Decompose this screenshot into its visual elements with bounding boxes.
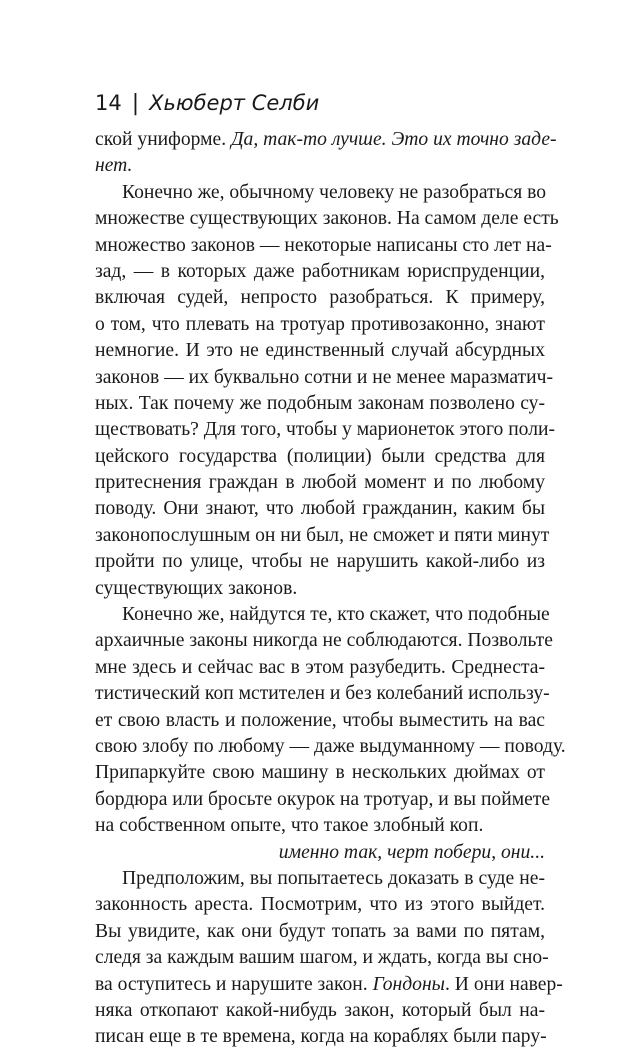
text-span: законность ареста. Посмотрим, что из этого выйдет. [95,894,545,916]
text-span: законов — их буквально сотни и не менее маразматич- [95,366,553,388]
text-span: бордюра или бросьте окурок на тротуар, и вы поймете [95,788,551,810]
text-line [95,470,545,496]
text-line [95,919,545,945]
text-span: пройти по улице, чтобы не нарушить какой-либо из [95,551,545,573]
text-line [95,206,559,232]
text-line [95,628,553,654]
text-span: архаичные законы никогда не соблюдаются. Позвольте [95,630,553,652]
text-span: ществовать? Для того, чтобы у марионеток этого поли- [95,419,556,441]
text-line [95,312,545,338]
text-span: . И они навер- [444,973,563,995]
text-span: ет свою власть и положение, чтобы выместить на вас [95,709,545,731]
text-span: притеснения граждан в любой момент и по любому [95,472,545,494]
text-span: множество законов — некоторые написаны сто лет на- [95,234,552,256]
text-span: о том, что плевать на тротуар противозаконно, знают [95,313,545,335]
text-line [95,391,545,417]
text-line [95,444,545,470]
text-line [95,285,545,311]
text-span: существующих законов. [95,577,298,599]
header-separator: | [131,90,140,116]
running-head [95,88,319,118]
text-line [95,417,556,443]
text-span: законопослушным он ни был, не сможет и пяти минут [95,524,550,546]
text-line [95,708,545,734]
text-span: немногие. И это не единственный случай абсурдных [95,340,545,362]
text-span: писан еще в те времена, когда на кораблях были пару- [95,1026,547,1048]
text-span: включая судей, непросто разобраться. К примеру, [95,287,545,309]
text-line [95,760,545,786]
text-line [95,127,557,153]
text-line [95,840,545,866]
text-span: Предположим, вы попытаетесь доказать в суде не- [122,867,545,889]
text-span: Конечно же, найдутся те, кто скажет, что подобные [122,604,550,626]
text-span: тистический коп мстителен и без колебаний использу- [95,683,550,705]
italic-text: Гондоны [372,973,445,995]
text-span: цейского государства (полиции) были средства для [95,445,545,467]
text-line [95,1024,545,1050]
text-line [95,549,545,575]
text-span: свою злобу по любому — даже выдуманному — поводу. [95,735,566,757]
text-line [95,496,545,522]
text-span: на собственном опыте, что такое злобный коп. [95,815,484,837]
text-line [95,998,545,1024]
text-line [95,681,550,707]
text-line [95,365,553,391]
text-line [95,972,563,998]
text-span: следя за каждым вашим шагом, и ждать, когда вы сно- [95,947,549,969]
text-line [95,655,545,681]
page-number: 14 [95,91,122,115]
text-line [95,813,545,839]
text-line [95,338,545,364]
text-line [95,523,550,549]
text-span: ва оступитесь и нарушите закон. [95,973,373,995]
text-span: множестве существующих законов. На самом деле есть [95,208,559,230]
text-span: ных. Так почему же подобным законам позволено су- [95,392,545,414]
italic-text: Да, так-то лучше. Это их точно заде- [231,129,557,150]
text-line [95,233,552,259]
text-line [95,892,545,918]
italic-text: нет. [95,155,133,177]
italic-text: именно так, черт побери, они... [278,841,545,863]
text-span: ской униформе. [95,129,232,150]
text-line [95,259,545,285]
text-line [95,153,545,179]
text-line [95,787,551,813]
text-span: Конечно же, обычному человеку не разобраться во [122,181,547,203]
author-name: Хьюберт Селби [149,91,320,115]
text-line [95,866,545,892]
text-line [95,602,550,628]
body-text [95,127,566,1051]
text-span: поводу. Они знают, что любой гражданин, каким бы [95,498,545,520]
text-span: зад, — в которых даже работникам юриспруденции, [95,260,545,282]
text-span: няка откопают какой-нибудь закон, который был на- [95,999,545,1021]
text-line [95,576,545,602]
text-span: мне здесь и сейчас вас в этом разубедить. Среднеста- [95,656,545,678]
text-span: Припаркуйте свою машину в нескольких дюймах от [95,762,545,784]
text-line [95,734,566,760]
text-span: Вы увидите, как они будут топать за вами по пятам, [95,920,545,942]
text-line [95,180,545,206]
text-line [95,945,549,971]
